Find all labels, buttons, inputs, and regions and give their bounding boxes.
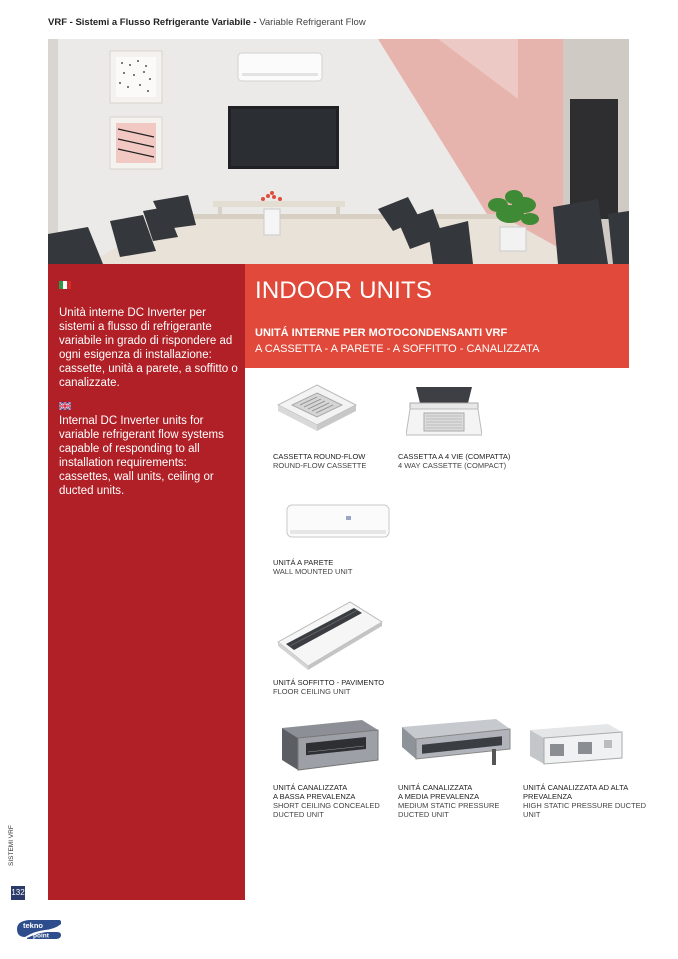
intro-text-en: Internal DC Inverter units for variable refrigerant flow systems capable of responding to all installation requirements: cassettes, wall units, ceiling or ducted units. <box>59 415 224 497</box>
caption-floor-ceiling-unit: UNITÁ SOFFITTO - PAVIMENTO FLOOR CEILING UNIT <box>273 678 385 696</box>
title-block <box>245 264 629 368</box>
meeting-room-illustration <box>48 39 629 264</box>
intro-panel <box>48 264 245 900</box>
header-title-en: Variable Refrigerant Flow <box>259 17 366 28</box>
caption-high-static-ducted: UNITÁ CANALIZZATA AD ALTA PREVALENZA HIGH STATIC PRESSURE DUCTED UNIT <box>523 783 647 819</box>
side-section-label: SISTEMI VRF <box>8 825 15 866</box>
page-title: INDOOR UNITS <box>255 277 433 304</box>
high-static-ducted-unit-image <box>528 722 624 768</box>
header-title-it: Sistemi a Flusso Refrigerante Variabile <box>75 17 251 28</box>
wall-mounted-unit-image <box>286 503 390 541</box>
caption-four-way-cassette: CASSETTA A 4 VIE (COMPATTA) 4 WAY CASSETTE (COMPACT) <box>398 452 511 470</box>
tekno-point-logo <box>15 917 63 946</box>
intro-text-it: Unità interne DC Inverter per sistemi a flusso di refrigerante variabile in grado di rispondere ad ogni esigenza di installazione: cassette, unità a parete, a soffitto o canalizzate. <box>59 307 238 389</box>
hero-photo <box>48 39 629 264</box>
caption-wall-mounted-unit: UNITÁ A PARETE WALL MOUNTED UNIT <box>273 558 353 576</box>
low-static-ducted-unit-image <box>280 718 380 774</box>
caption-medium-static-ducted: UNITÁ CANALIZZATA A MEDIA PREVALENZA MEDIUM STATIC PRESSURE DUCTED UNIT <box>398 783 500 819</box>
floor-ceiling-unit-image <box>276 600 384 672</box>
italian-flag-icon <box>59 281 71 289</box>
logo-text-bottom: point <box>33 932 49 940</box>
logo-text-top: tekno <box>23 921 44 930</box>
subtitle-it: UNITÁ INTERNE PER MOTOCONDENSANTI VRF <box>255 327 508 339</box>
uk-flag-icon <box>59 402 71 410</box>
header-section: VRF <box>48 17 67 28</box>
medium-static-ducted-unit-image <box>400 717 512 775</box>
subtitle-types: A CASSETTA - A PARETE - A SOFFITTO - CANALIZZATA <box>255 343 540 355</box>
caption-round-flow-cassette: CASSETTA ROUND-FLOW ROUND-FLOW CASSETTE <box>273 452 367 470</box>
four-way-cassette-image <box>406 385 482 443</box>
page-number: 132 <box>11 886 25 900</box>
caption-low-static-ducted: UNITÁ CANALIZZATA A BASSA PREVALENZA SHORT CEILING CONCEALED DUCTED UNIT <box>273 783 380 819</box>
round-flow-cassette-image <box>276 383 358 439</box>
page-header: VRF - Sistemi a Flusso Refrigerante Variabile - Variable Refrigerant Flow <box>48 17 366 28</box>
